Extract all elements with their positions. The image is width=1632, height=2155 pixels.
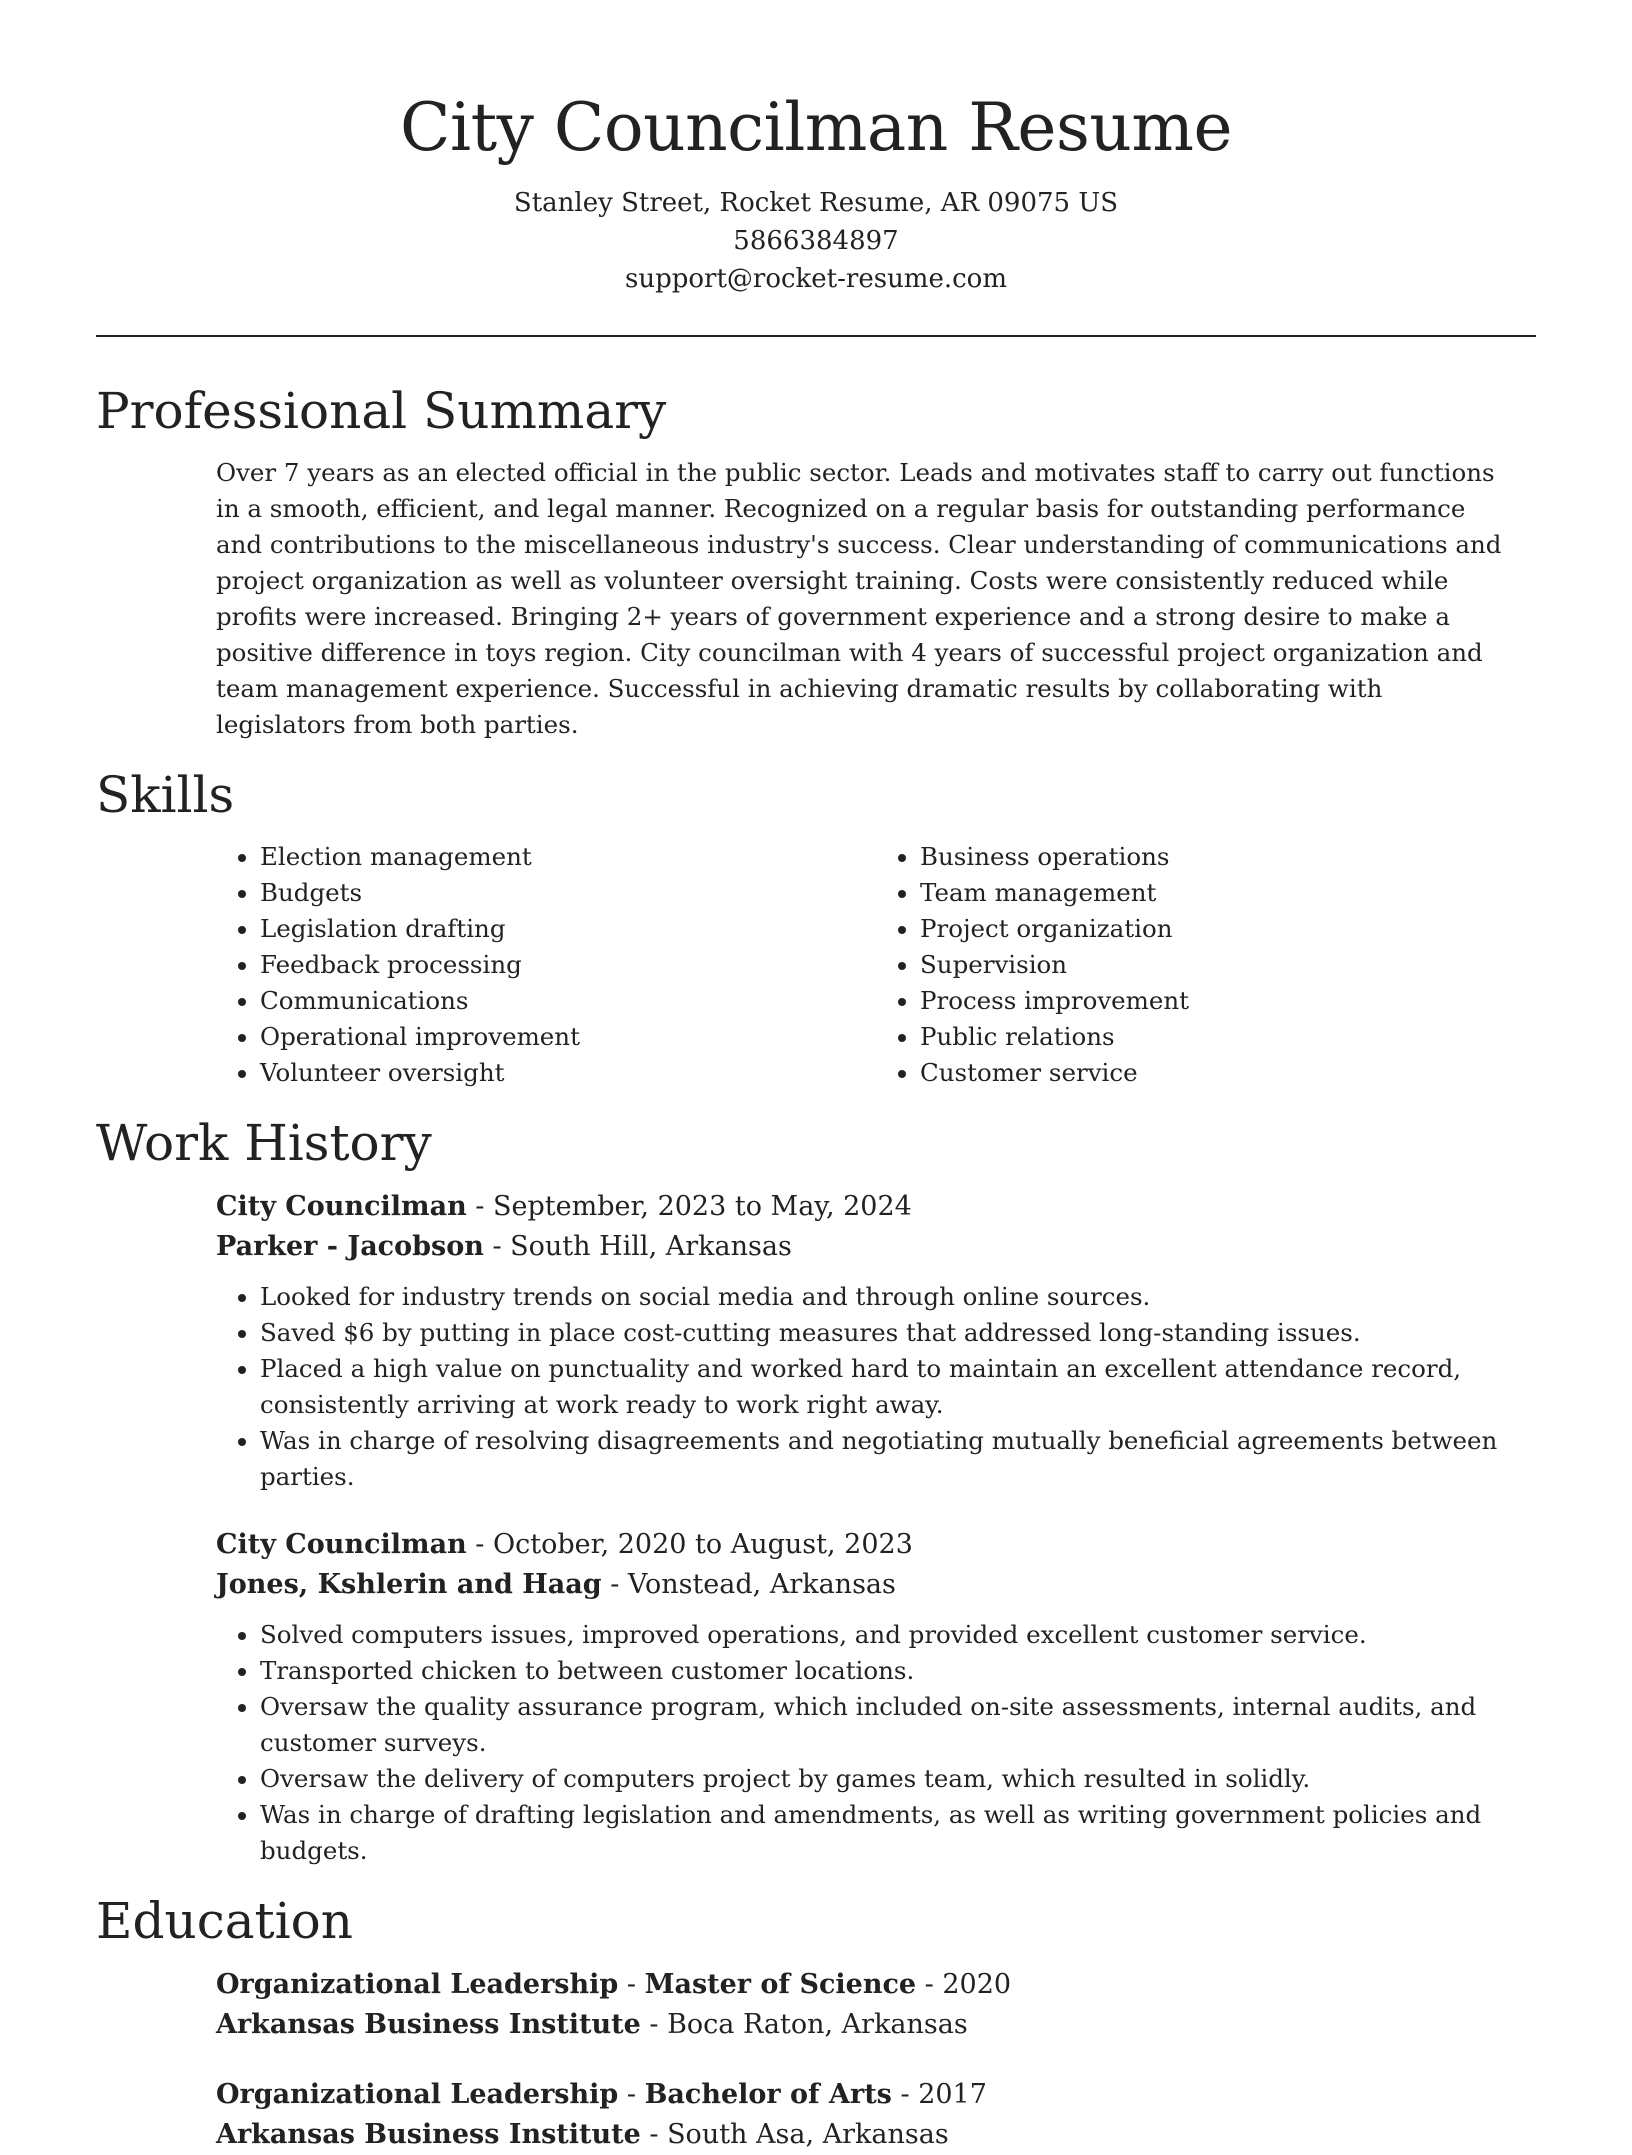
duty-item: • Oversaw the delivery of computers project by games team, which resulted in solidly. xyxy=(260,1761,1536,1797)
job-company-line: Parker - Jacobson - South Hill, Arkansas xyxy=(216,1231,792,1262)
skill-item: • Communications xyxy=(260,983,876,1019)
duty-item: • Was in charge of drafting legislation and amendments, as well as writing government policies and budgets. xyxy=(260,1797,1536,1869)
header-divider xyxy=(96,335,1536,337)
skill-item: • Project organization xyxy=(920,911,1536,947)
education-heading: Education xyxy=(96,1892,353,1950)
job-entry xyxy=(216,1525,1536,1869)
education-entry xyxy=(216,2075,1536,2155)
school-name: Arkansas Business Institute xyxy=(216,2009,641,2040)
skills-heading: Skills xyxy=(96,766,235,824)
job-duties xyxy=(216,1617,1536,1869)
skill-item: • Feedback processing xyxy=(260,947,876,983)
school-line: Arkansas Business Institute - South Asa, Arkansas xyxy=(216,2119,949,2150)
duty-item: • Solved computers issues, improved operations, and provided excellent customer service. xyxy=(260,1617,1536,1653)
skill-item: • Customer service xyxy=(920,1055,1536,1091)
skill-item: • Public relations xyxy=(920,1019,1536,1055)
skill-item: • Operational improvement xyxy=(260,1019,876,1055)
skills-column-left xyxy=(216,839,876,1091)
job-location: South Hill, Arkansas xyxy=(510,1231,792,1262)
job-title-line: City Councilman - October, 2020 to August, 2023 xyxy=(216,1529,913,1560)
job-title-line: City Councilman - September, 2023 to May, 2024 xyxy=(216,1191,912,1222)
school-line: Arkansas Business Institute - Boca Raton, Arkansas xyxy=(216,2009,968,2040)
work-history-heading: Work History xyxy=(96,1114,432,1172)
email-line: support@rocket-resume.com xyxy=(624,264,1007,294)
duty-item: • Was in charge of resolving disagreements and negotiating mutually beneficial agreements between parties. xyxy=(260,1423,1536,1495)
summary-heading: Professional Summary xyxy=(96,382,667,440)
skill-item: • Supervision xyxy=(920,947,1536,983)
job-company-line: Jones, Kshlerin and Haag - Vonstead, Arkansas xyxy=(216,1569,896,1600)
skill-item: • Team management xyxy=(920,875,1536,911)
degree-field: Organizational Leadership xyxy=(216,1969,619,2000)
education-entry xyxy=(216,1965,1536,2045)
degree-line: Organizational Leadership - Master of Science - 2020 xyxy=(216,1969,1012,2000)
job-location: Vonstead, Arkansas xyxy=(627,1569,896,1600)
degree-year: 2020 xyxy=(942,1969,1012,2000)
resume-page xyxy=(96,0,1536,2155)
duty-item: • Looked for industry trends on social media and through online sources. xyxy=(260,1279,1536,1315)
job-entry xyxy=(216,1187,1536,1495)
job-duties xyxy=(216,1279,1536,1495)
duty-item: • Transported chicken to between customer locations. xyxy=(260,1653,1536,1689)
job-company: Parker - Jacobson xyxy=(216,1231,484,1262)
phone-line: 5866384897 xyxy=(733,226,899,256)
skill-item: • Legislation drafting xyxy=(260,911,876,947)
skill-item: • Business operations xyxy=(920,839,1536,875)
job-title: City Councilman xyxy=(216,1529,467,1560)
school-name: Arkansas Business Institute xyxy=(216,2119,641,2150)
job-dates: October, 2020 to August, 2023 xyxy=(493,1529,913,1560)
skill-item: • Election management xyxy=(260,839,876,875)
skill-item: • Budgets xyxy=(260,875,876,911)
degree-year: 2017 xyxy=(918,2079,987,2110)
degree-type: Bachelor of Arts xyxy=(644,2079,892,2110)
duty-item: • Placed a high value on punctuality and worked hard to maintain an excellent attendance record, consistently arriving at work ready to work right away. xyxy=(260,1351,1536,1423)
job-title: City Councilman xyxy=(216,1191,467,1222)
duty-item: • Saved $6 by putting in place cost-cutting measures that addressed long-standing issues. xyxy=(260,1315,1536,1351)
skill-item: • Volunteer oversight xyxy=(260,1055,876,1091)
address-line: Stanley Street, Rocket Resume, AR 09075 US xyxy=(513,188,1119,218)
school-location: Boca Raton, Arkansas xyxy=(667,2009,968,2040)
summary-text: Over 7 years as an elected official in the public sector. Leads and motivates staff to carry out functions in a smooth, efficient, and legal manner. Recognized on a regular basis for outstanding performance and contributions to the miscellaneous industry's success. Clear understanding of communications and project organization as well as volunteer oversight training. Costs were consistently reduced while profits were increased. Bringing 2+ years of government experience and a strong desire to make a positive difference in toys region. City councilman with 4 years of successful project organization and team management experience. Successful in achieving dramatic results by collaborating with legislators from both parties. xyxy=(216,458,1502,739)
job-company: Jones, Kshlerin and Haag xyxy=(216,1569,602,1600)
degree-type: Master of Science xyxy=(644,1969,917,2000)
duty-item: • Oversaw the quality assurance program, which included on-site assessments, internal audits, and customer surveys. xyxy=(260,1689,1536,1761)
skills-list xyxy=(216,839,1536,1091)
skills-column-right xyxy=(876,839,1536,1091)
skill-item: • Process improvement xyxy=(920,983,1536,1019)
contact-info xyxy=(96,184,1536,298)
job-dates: September, 2023 to May, 2024 xyxy=(493,1191,912,1222)
resume-title: City Councilman Resume xyxy=(399,89,1232,166)
school-location: South Asa, Arkansas xyxy=(667,2119,949,2150)
degree-field: Organizational Leadership xyxy=(216,2079,619,2110)
degree-line: Organizational Leadership - Bachelor of Arts - 2017 xyxy=(216,2079,987,2110)
